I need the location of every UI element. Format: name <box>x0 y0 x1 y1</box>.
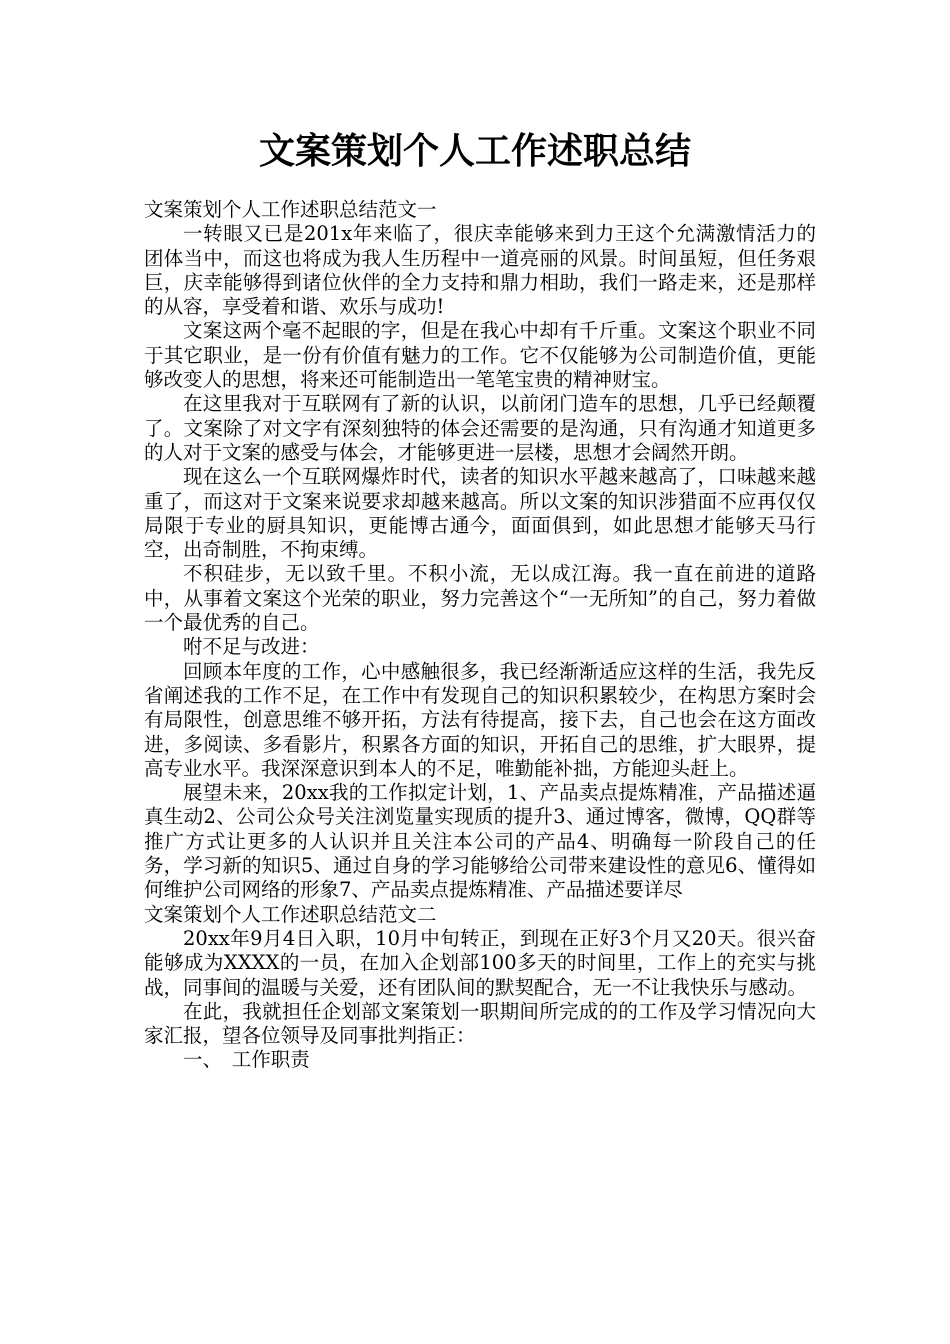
document-body <box>144 198 816 1073</box>
paragraph: 20xx年9月4日入职，10月中旬转正，到现在正好3个月又20天。很兴奋能够成为XXXX的一员，在加入企划部100多天的时间里，工作上的充实与挑战，同事间的温暖与关爱，还有团队间的默契配合，无一不让我快乐与感动。 <box>144 926 816 999</box>
paragraph: 在此，我就担任企划部文案策划一职期间所完成的的工作及学习情况向大家汇报，望各位领导及同事批判指正： <box>144 999 816 1048</box>
paragraph: 一转眼又已是201x年来临了，很庆幸能够来到力王这个允满激情活力的团体当中，而这也将成为我人生历程中一道亮丽的风景。时间虽短，但任务艰巨，庆幸能够得到诸位伙伴的全力支持和鼎力相助，我们一路走来，还是那样的从容，享受着和谐、欢乐与成功! <box>144 222 816 319</box>
subsection-heading: 一、 工作职责 <box>183 1048 310 1072</box>
paragraph: 在这里我对于互联网有了新的认识，以前闭门造车的思想，几乎已经颠覆了。文案除了对文字有深刻独特的体会还需要的是沟通，只有沟通才知道更多的人对于文案的感受与体会，才能够更进一层楼，思想才会阔然开朗。 <box>144 392 816 464</box>
paragraph: 现在这么一个互联网爆炸时代，读者的知识水平越来越高了，口味越来越重了，而这对于文案来说要求却越来越高。所以文案的知识涉猎面不应再仅仅局限于专业的厨具知识，更能博古通今，面面俱到，如此思想才能够天马行空，出奇制胜，不拘束缚。 <box>144 465 816 562</box>
paragraph: 文案这两个毫不起眼的字，但是在我心中却有千斤重。文案这个职业不同于其它职业，是一份有价值有魅力的工作。它不仅能够为公司制造价值，更能够改变人的思想，将来还可能制造出一笔笔宝贵的精神财宝。 <box>144 319 816 392</box>
paragraph: 回顾本年度的工作，心中感触很多，我已经渐渐适应这样的生活，我先反省阐述我的工作不足，在工作中有发现自己的知识积累较少，在构思方案时会有局限性，创意思维不够开拓，方法有待提高，接下去，自己也会在这方面改进，多阅读、多看影片，积累各方面的知识，开拓自己的思维，扩大眼界，提高专业水平。我深深意识到本人的不足，唯勤能补拙，方能迎头赶上。 <box>144 659 816 780</box>
subsection-heading: 咐不足与改进： <box>183 635 320 659</box>
section-heading: 文案策划个人工作述职总结范文一 <box>144 198 437 221</box>
paragraph: 不积硅步，无以致千里。不积小流，无以成江海。我一直在前进的道路中，从事着文案这个光荣的职业，努力完善这个“一无所知”的自己，努力着做一个最优秀的自己。 <box>144 562 816 635</box>
section-heading: 文案策划个人工作述职总结范文二 <box>144 902 437 926</box>
page-title: 文案策划个人工作述职总结 <box>258 131 691 172</box>
paragraph: 展望未来，20xx我的工作拟定计划，1、产品卖点提炼精准，产品描述逼真生动2、公司公众号关注浏览量实现质的提升3、通过博客，微博，QQ群等推广方式让更多的人认识并且关注本公司的产品4、明确每一阶段自己的任务，学习新的知识5、通过自身的学习能够给公司带来建设性的意见6、懂得如何维护公司网络的形象7、产品卖点提炼精准、产品描述要详尽 <box>144 781 816 902</box>
